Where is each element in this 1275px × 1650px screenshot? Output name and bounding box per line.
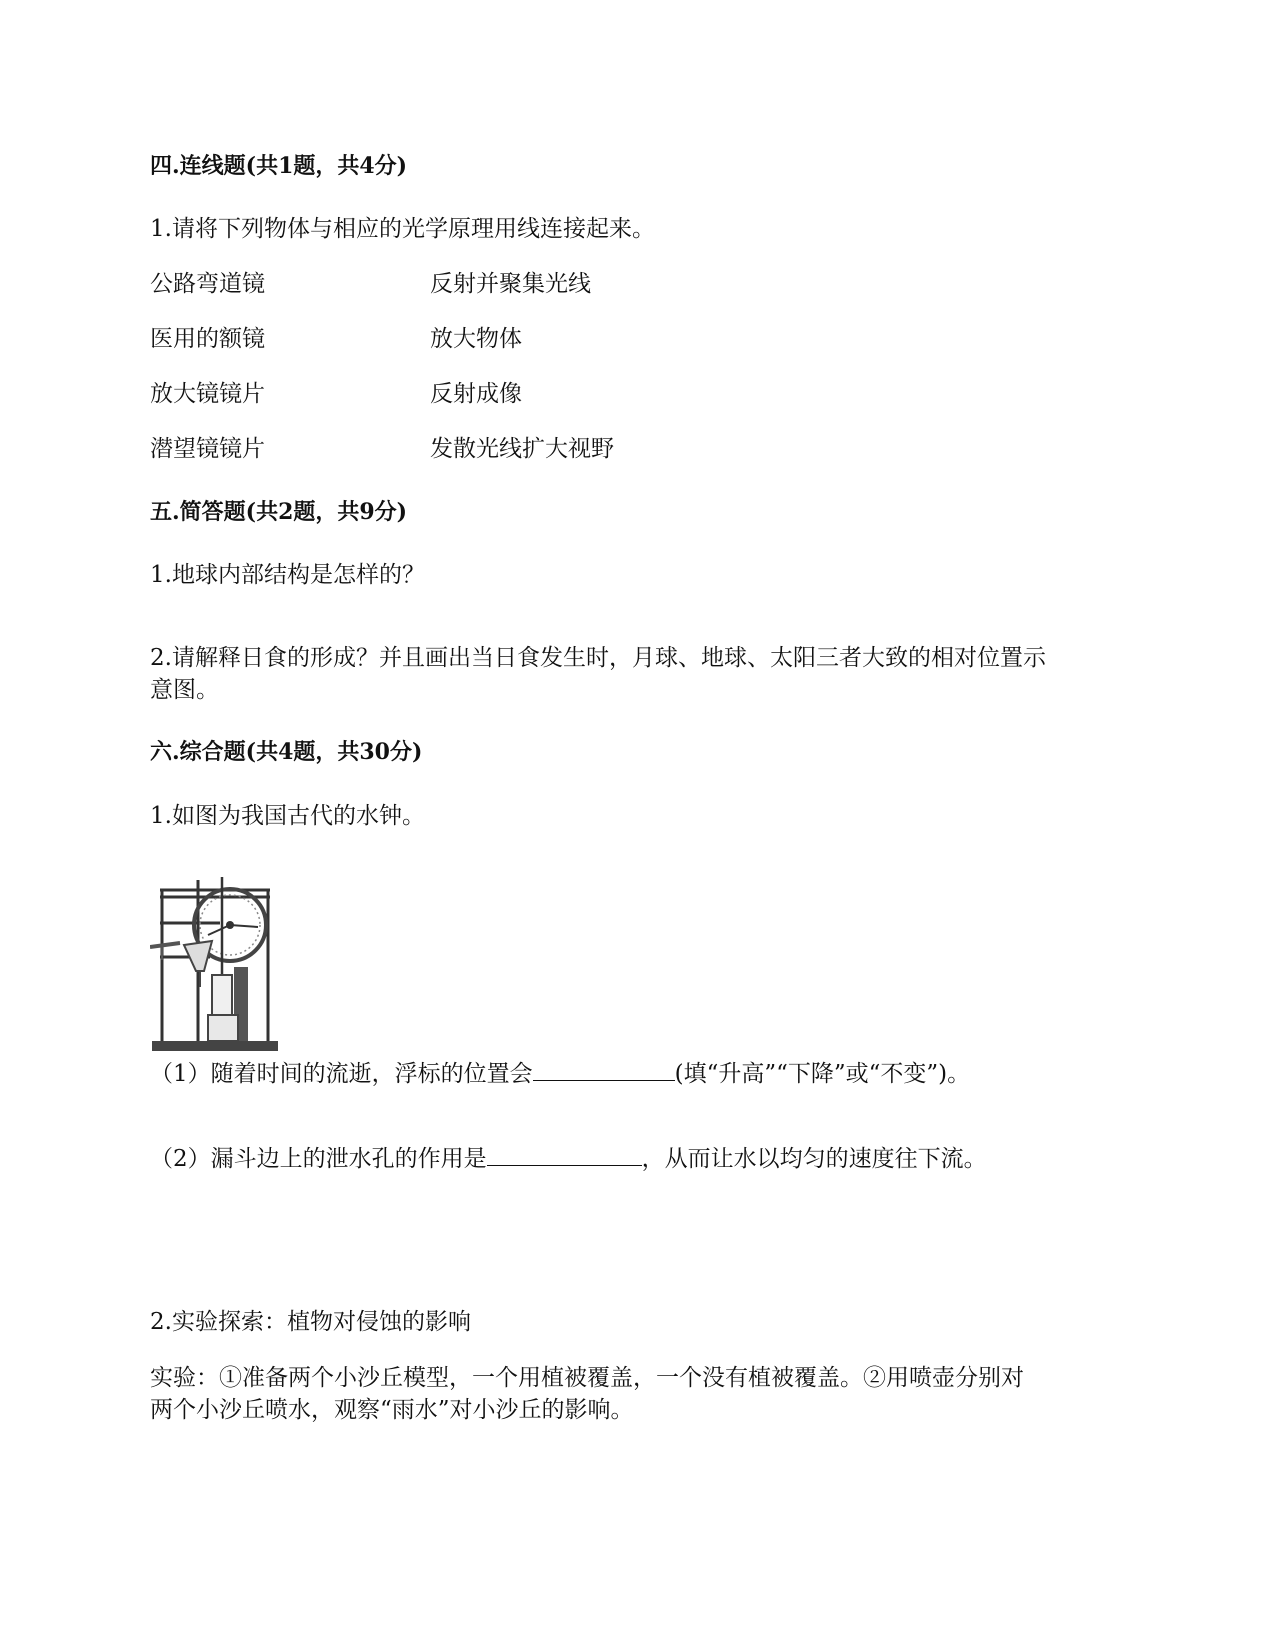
section-6-question-1: 1.如图为我国古代的水钟。 [150,803,425,829]
match-left-item-1: 公路弯道镜 [150,271,265,297]
section-6-heading: 六.综合题(共4题，共30分) [150,739,423,765]
sub-question-2-prefix: （2）漏斗边上的泄水孔的作用是 [150,1146,487,1172]
sub-question-1-prefix: （1）随着时间的流逝，浮标的位置会 [150,1061,533,1087]
match-right-item-1: 反射并聚集光线 [430,271,591,297]
answer-blank-1[interactable] [533,1058,675,1081]
section-4-heading: 四.连线题(共1题，共4分) [150,153,408,179]
experiment-line-1: 实验：①准备两个小沙丘模型，一个用植被覆盖，一个没有植被覆盖。②用喷壶分别对 [150,1365,1024,1391]
match-left-item-3: 放大镜镜片 [150,381,265,407]
sub-question-1 [150,1058,970,1090]
section-5-question-1: 1.地球内部结构是怎样的？ [150,562,425,588]
section-6-question-2: 2.实验探索：植物对侵蚀的影响 [150,1309,471,1335]
section-5-question-2-line-1: 2.请解释日食的形成？并且画出当日食发生时，月球、地球、太阳三者大致的相对位置示 [150,645,1046,671]
match-right-item-3: 反射成像 [430,381,522,407]
sub-question-1-suffix: (填“升高”“下降”或“不变”)。 [674,1061,971,1087]
sub-question-2-suffix: ，从而让水以均匀的速度往下流。 [641,1146,987,1172]
answer-blank-2[interactable] [487,1143,642,1166]
section-5-heading: 五.简答题(共2题，共9分) [150,499,408,525]
sub-question-2 [150,1143,987,1175]
match-right-item-4: 发散光线扩大视野 [430,436,614,462]
experiment-line-2: 两个小沙丘喷水，观察“雨水”对小沙丘的影响。 [150,1397,634,1423]
match-left-item-4: 潜望镜镜片 [150,436,265,462]
section-4-question-1: 1.请将下列物体与相应的光学原理用线连接起来。 [150,216,655,242]
section-5-question-2-line-2: 意图。 [150,677,219,703]
match-right-item-2: 放大物体 [430,326,522,352]
match-left-item-2: 医用的额镜 [150,326,265,352]
water-clock-figure [150,875,280,1060]
